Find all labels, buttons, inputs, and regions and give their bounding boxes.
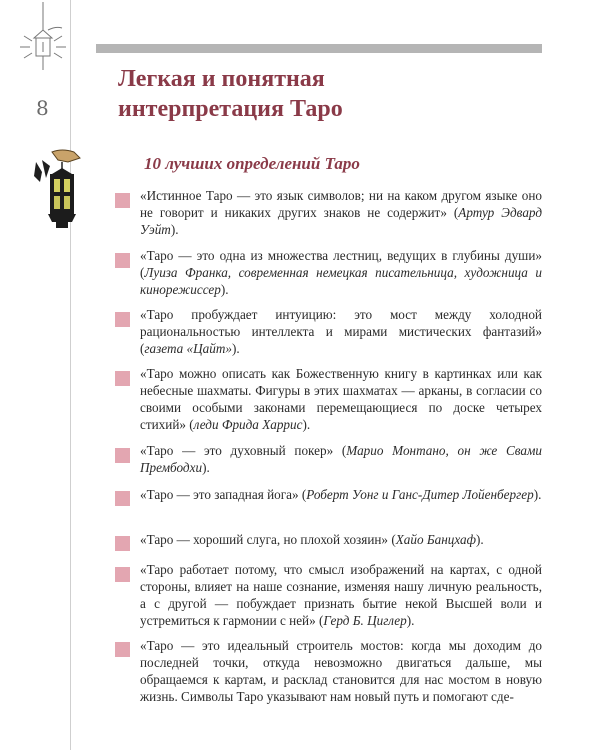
quote-tail: ). — [302, 417, 311, 432]
quote-7 — [140, 531, 542, 548]
quote-attribution: Хайо Банцхаф — [395, 532, 476, 547]
quote-attribution: газета «Цайт» — [144, 341, 232, 356]
quote-bullet — [115, 448, 130, 463]
quote-bullet — [115, 312, 130, 327]
quote-text: «Таро работает потому, что смысл изображений на картах, с одной стороны, влияет на наше сознание, изменяя нашу личную реальность, а с другой — побуждает признать бытие некой Высшей воли и устремиться к гармонии с ней» ( — [140, 562, 542, 628]
quote-text: «Таро — это одна из множества лестниц, ведущих в глубины души» ( — [140, 248, 542, 280]
quote-tail: ). — [476, 532, 484, 547]
quote-text: «Таро — это духовный покер» ( — [140, 443, 347, 458]
quote-bullet — [115, 567, 130, 582]
quote-tail: ). — [231, 341, 240, 356]
quote-attribution: Артур Эдвард Уэйт — [140, 205, 543, 237]
quote-5 — [140, 442, 542, 476]
hand-lantern-icon — [32, 148, 88, 236]
quote-attribution: Марио Монтано, он же Свами Прембодхи — [140, 443, 543, 475]
quote-attribution: Луиза Франка, современная немецкая писательница, художница и кинорежиссер — [140, 265, 542, 297]
quote-text: «Таро — хороший слуга, но плохой хозяин» ( — [140, 532, 396, 547]
quote-2 — [140, 247, 542, 298]
quote-tail: ). — [220, 282, 229, 297]
quote-tail: ). — [406, 613, 415, 628]
quote-bullet — [115, 193, 130, 208]
quote-text: «Таро — это западная йога» ( — [140, 487, 307, 502]
quote-text: «Истинное Таро — это язык символов; ни на каком другом языке оно не говорит и никаких других знаков не содержит» ( — [140, 188, 542, 220]
quote-bullet — [115, 491, 130, 506]
quote-tail: ). — [170, 222, 179, 237]
quote-8 — [140, 561, 542, 629]
quote-4 — [140, 365, 542, 433]
header-rule — [96, 44, 542, 53]
quote-bullet — [115, 642, 130, 657]
quote-attribution: Роберт Уонг и Ганс-Дитер Лойенбергер — [306, 487, 534, 502]
quote-bullet — [115, 536, 130, 551]
quote-attribution: леди Фрида Харрис — [193, 417, 303, 432]
quote-3 — [140, 306, 542, 357]
quote-9 — [140, 637, 542, 705]
quote-text: «Таро пробуждает интуицию: это мост между холодной рациональностью интеллекта и мирами мистических фантазий» ( — [140, 307, 542, 356]
section-subtitle: 10 лучших определений Таро — [144, 154, 360, 173]
quote-text: «Таро можно описать как Божественную книгу в картинках или как небесные шахматы. Фигуры в этих шахматах — арканы, в согласии со своими особыми законами перемещающиеся по доске четырех стихий» ( — [140, 366, 542, 432]
title-line-2: интерпретация Таро — [118, 96, 343, 122]
quote-text: «Таро — это идеальный строитель мостов: когда мы доходим до последней точки, откуда невозможно двигаться дальше, мы обращаемся к картам, и расклад становится для нас мостом в новую жизнь. Символы Таро указывают нам новый путь и помогают сде- — [140, 638, 542, 704]
quote-tail: ). — [202, 460, 210, 475]
quote-tail: ). — [533, 487, 542, 502]
page-title — [118, 64, 558, 124]
page-number: 8 — [36, 96, 49, 120]
quote-attribution: Герд Б. Циглер — [323, 613, 407, 628]
title-line-1: Легкая и понятная — [118, 66, 325, 92]
quote-bullet — [115, 253, 130, 268]
quote-1 — [140, 187, 542, 238]
quote-6 — [140, 486, 542, 503]
margin-line — [70, 0, 71, 750]
lantern-icon — [12, 0, 74, 76]
quote-bullet — [115, 371, 130, 386]
